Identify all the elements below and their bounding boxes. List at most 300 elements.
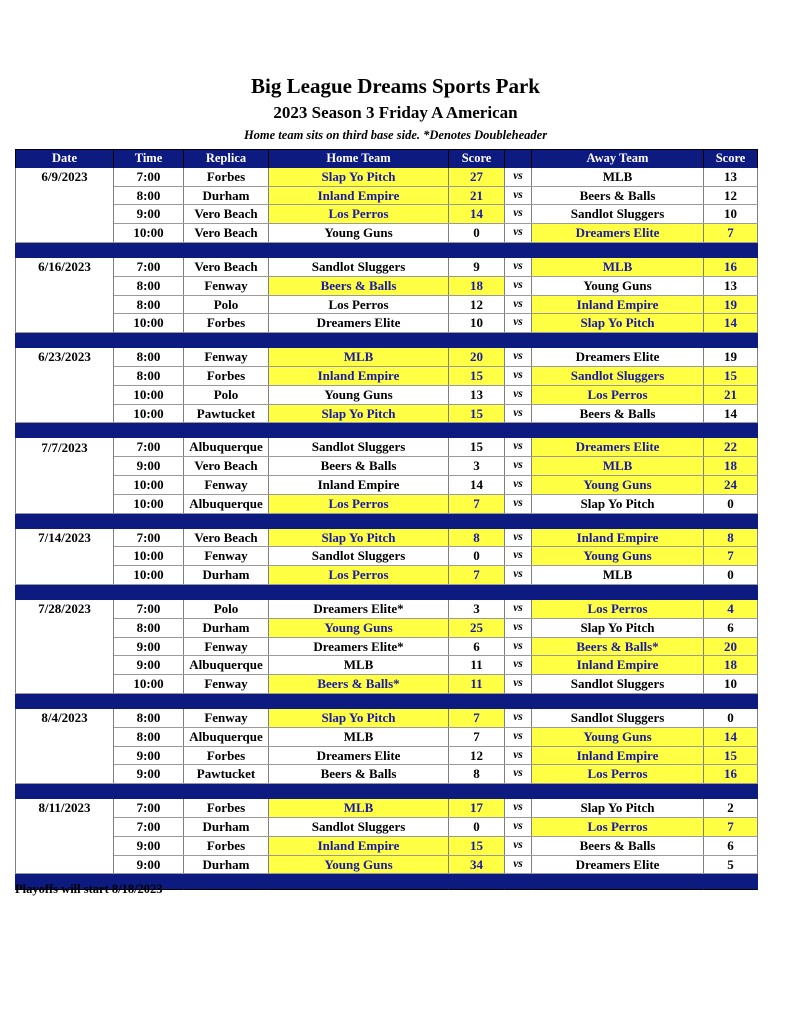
separator-cell (184, 242, 269, 258)
game-date (16, 765, 114, 784)
home-score: 34 (449, 855, 505, 874)
game-time: 7:00 (114, 258, 184, 276)
away-score: 2 (704, 799, 758, 817)
home-team: Slap Yo Pitch (269, 529, 449, 547)
game-row (16, 205, 758, 224)
game-date (16, 385, 114, 404)
away-team: Los Perros (532, 765, 704, 784)
field-replica: Vero Beach (184, 457, 269, 476)
home-team: Young Guns (269, 855, 449, 874)
game-row (16, 836, 758, 855)
away-team: Young Guns (532, 727, 704, 746)
field-replica: Polo (184, 600, 269, 618)
home-score: 3 (449, 600, 505, 618)
separator-cell (184, 513, 269, 529)
vs-label: vs (505, 385, 532, 404)
separator-cell (184, 333, 269, 349)
vs-label: vs (505, 348, 532, 366)
game-row (16, 168, 758, 186)
home-team: Sandlot Sluggers (269, 258, 449, 276)
separator-cell (114, 584, 184, 600)
away-score: 21 (704, 385, 758, 404)
home-team: Slap Yo Pitch (269, 168, 449, 186)
game-row (16, 547, 758, 566)
away-score: 22 (704, 438, 758, 456)
game-date (16, 656, 114, 675)
field-replica: Polo (184, 295, 269, 314)
away-team: Inland Empire (532, 295, 704, 314)
vs-label: vs (505, 836, 532, 855)
game-date: 7/14/2023 (16, 529, 114, 547)
playoffs-note: Playoffs will start 8/18/2023 (15, 882, 163, 896)
separator-cell (269, 693, 449, 709)
away-team: Slap Yo Pitch (532, 799, 704, 817)
home-score: 18 (449, 276, 505, 295)
vs-label: vs (505, 205, 532, 224)
home-score: 15 (449, 438, 505, 456)
home-score: 0 (449, 224, 505, 243)
game-row (16, 366, 758, 385)
home-team: Sandlot Sluggers (269, 817, 449, 836)
home-team: MLB (269, 799, 449, 817)
separator-cell (184, 784, 269, 800)
away-score: 15 (704, 366, 758, 385)
game-time: 10:00 (114, 675, 184, 694)
game-date (16, 637, 114, 656)
away-score: 14 (704, 404, 758, 423)
home-team: Los Perros (269, 295, 449, 314)
game-time: 9:00 (114, 205, 184, 224)
col-header-replica: Replica (184, 150, 269, 168)
vs-label: vs (505, 656, 532, 675)
game-row (16, 314, 758, 333)
vs-label: vs (505, 709, 532, 727)
home-score: 27 (449, 168, 505, 186)
game-date (16, 314, 114, 333)
away-team: Dreamers Elite (532, 348, 704, 366)
field-replica: Forbes (184, 746, 269, 765)
away-score: 16 (704, 765, 758, 784)
home-team: MLB (269, 348, 449, 366)
away-team: Dreamers Elite (532, 855, 704, 874)
away-score: 7 (704, 817, 758, 836)
away-team: Sandlot Sluggers (532, 675, 704, 694)
separator-cell (505, 333, 532, 349)
separator-cell (532, 423, 704, 439)
home-team: Beers & Balls (269, 765, 449, 784)
vs-label: vs (505, 799, 532, 817)
week-separator (16, 584, 758, 600)
season-subtitle: 2023 Season 3 Friday A American (273, 103, 518, 122)
home-score: 17 (449, 799, 505, 817)
away-team: MLB (532, 258, 704, 276)
away-score: 0 (704, 494, 758, 513)
away-score: 18 (704, 656, 758, 675)
col-header-away-score: Score (704, 150, 758, 168)
vs-label: vs (505, 404, 532, 423)
game-time: 10:00 (114, 547, 184, 566)
vs-label: vs (505, 314, 532, 333)
field-replica: Durham (184, 618, 269, 637)
away-team: Young Guns (532, 547, 704, 566)
away-score: 0 (704, 566, 758, 585)
away-team: MLB (532, 566, 704, 585)
game-date: 8/11/2023 (16, 799, 114, 817)
page-title: Big League Dreams Sports Park (251, 74, 540, 98)
col-header-home-team: Home Team (269, 150, 449, 168)
away-team: Dreamers Elite (532, 438, 704, 456)
game-time: 7:00 (114, 438, 184, 456)
game-time: 9:00 (114, 836, 184, 855)
home-team: Dreamers Elite (269, 746, 449, 765)
home-score: 12 (449, 295, 505, 314)
game-row (16, 709, 758, 727)
separator-cell (269, 874, 449, 890)
home-score: 7 (449, 709, 505, 727)
separator-cell (704, 423, 758, 439)
vs-label: vs (505, 547, 532, 566)
game-time: 10:00 (114, 224, 184, 243)
home-team: Dreamers Elite* (269, 637, 449, 656)
game-row (16, 799, 758, 817)
game-date (16, 855, 114, 874)
col-header-date: Date (16, 150, 114, 168)
home-team: MLB (269, 656, 449, 675)
game-date (16, 457, 114, 476)
game-time: 8:00 (114, 348, 184, 366)
home-team: Los Perros (269, 566, 449, 585)
home-score: 0 (449, 817, 505, 836)
game-row (16, 494, 758, 513)
away-score: 12 (704, 186, 758, 205)
week-separator (16, 423, 758, 439)
field-replica: Vero Beach (184, 258, 269, 276)
game-time: 7:00 (114, 168, 184, 186)
home-score: 25 (449, 618, 505, 637)
separator-cell (16, 242, 114, 258)
home-team: Beers & Balls (269, 276, 449, 295)
separator-cell (505, 584, 532, 600)
separator-cell (449, 584, 505, 600)
game-time: 7:00 (114, 799, 184, 817)
vs-label: vs (505, 475, 532, 494)
away-score: 10 (704, 205, 758, 224)
game-date: 6/16/2023 (16, 258, 114, 276)
home-score: 20 (449, 348, 505, 366)
home-team: Young Guns (269, 224, 449, 243)
separator-cell (704, 513, 758, 529)
game-date: 8/4/2023 (16, 709, 114, 727)
game-row (16, 404, 758, 423)
away-score: 16 (704, 258, 758, 276)
game-row (16, 746, 758, 765)
separator-cell (16, 423, 114, 439)
home-score: 11 (449, 675, 505, 694)
col-header-vs (505, 150, 532, 168)
game-row (16, 348, 758, 366)
separator-cell (704, 874, 758, 890)
separator-cell (16, 333, 114, 349)
away-score: 20 (704, 637, 758, 656)
home-score: 7 (449, 494, 505, 513)
game-time: 8:00 (114, 727, 184, 746)
separator-cell (449, 423, 505, 439)
vs-label: vs (505, 855, 532, 874)
vs-label: vs (505, 765, 532, 784)
home-team: Young Guns (269, 618, 449, 637)
home-score: 9 (449, 258, 505, 276)
game-time: 8:00 (114, 618, 184, 637)
schedule-note: Home team sits on third base side. *Denotes Doubleheader (243, 128, 548, 142)
game-date (16, 494, 114, 513)
separator-cell (532, 513, 704, 529)
field-replica: Vero Beach (184, 205, 269, 224)
separator-cell (532, 333, 704, 349)
home-team: Los Perros (269, 205, 449, 224)
home-team: Beers & Balls (269, 457, 449, 476)
away-team: Inland Empire (532, 529, 704, 547)
away-score: 7 (704, 547, 758, 566)
vs-label: vs (505, 276, 532, 295)
game-row (16, 438, 758, 456)
away-score: 4 (704, 600, 758, 618)
field-replica: Fenway (184, 675, 269, 694)
game-date: 6/9/2023 (16, 168, 114, 186)
home-score: 13 (449, 385, 505, 404)
separator-cell (532, 784, 704, 800)
game-date (16, 675, 114, 694)
field-replica: Polo (184, 385, 269, 404)
game-time: 9:00 (114, 746, 184, 765)
game-row (16, 675, 758, 694)
vs-label: vs (505, 295, 532, 314)
field-replica: Forbes (184, 836, 269, 855)
field-replica: Durham (184, 566, 269, 585)
home-team: Dreamers Elite (269, 314, 449, 333)
field-replica: Fenway (184, 348, 269, 366)
game-row (16, 618, 758, 637)
away-score: 6 (704, 836, 758, 855)
away-score: 18 (704, 457, 758, 476)
away-team: MLB (532, 457, 704, 476)
game-date: 7/28/2023 (16, 600, 114, 618)
away-team: Slap Yo Pitch (532, 314, 704, 333)
away-team: Beers & Balls (532, 186, 704, 205)
vs-label: vs (505, 494, 532, 513)
field-replica: Albuquerque (184, 438, 269, 456)
vs-label: vs (505, 366, 532, 385)
away-team: Young Guns (532, 276, 704, 295)
separator-cell (704, 784, 758, 800)
field-replica: Fenway (184, 709, 269, 727)
home-score: 10 (449, 314, 505, 333)
field-replica: Forbes (184, 168, 269, 186)
game-date (16, 404, 114, 423)
vs-label: vs (505, 727, 532, 746)
away-score: 5 (704, 855, 758, 874)
game-time: 8:00 (114, 276, 184, 295)
week-separator (16, 242, 758, 258)
col-header-away-team: Away Team (532, 150, 704, 168)
away-team: MLB (532, 168, 704, 186)
game-date (16, 295, 114, 314)
schedule-body (16, 168, 758, 890)
home-score: 6 (449, 637, 505, 656)
game-row (16, 566, 758, 585)
away-team: Los Perros (532, 600, 704, 618)
vs-label: vs (505, 618, 532, 637)
separator-cell (449, 513, 505, 529)
vs-label: vs (505, 186, 532, 205)
separator-cell (505, 784, 532, 800)
separator-cell (114, 513, 184, 529)
field-replica: Fenway (184, 547, 269, 566)
away-team: Slap Yo Pitch (532, 494, 704, 513)
separator-cell (532, 874, 704, 890)
vs-label: vs (505, 675, 532, 694)
separator-cell (114, 784, 184, 800)
game-row (16, 258, 758, 276)
home-score: 15 (449, 836, 505, 855)
separator-cell (449, 693, 505, 709)
field-replica: Albuquerque (184, 494, 269, 513)
separator-cell (16, 584, 114, 600)
separator-cell (184, 584, 269, 600)
separator-cell (114, 242, 184, 258)
game-row (16, 276, 758, 295)
away-team: Sandlot Sluggers (532, 205, 704, 224)
home-team: Inland Empire (269, 366, 449, 385)
game-row (16, 855, 758, 874)
field-replica: Albuquerque (184, 727, 269, 746)
separator-cell (505, 423, 532, 439)
home-score: 15 (449, 366, 505, 385)
separator-cell (16, 784, 114, 800)
away-team: Beers & Balls (532, 404, 704, 423)
game-row (16, 727, 758, 746)
home-score: 8 (449, 529, 505, 547)
game-time: 9:00 (114, 656, 184, 675)
away-score: 13 (704, 168, 758, 186)
home-score: 14 (449, 205, 505, 224)
away-score: 14 (704, 727, 758, 746)
away-score: 19 (704, 295, 758, 314)
schedule-table (15, 149, 758, 890)
home-team: Young Guns (269, 385, 449, 404)
separator-cell (704, 693, 758, 709)
away-team: Sandlot Sluggers (532, 709, 704, 727)
game-row (16, 817, 758, 836)
game-time: 7:00 (114, 817, 184, 836)
vs-label: vs (505, 600, 532, 618)
separator-cell (505, 513, 532, 529)
separator-cell (269, 513, 449, 529)
game-row (16, 295, 758, 314)
separator-cell (704, 242, 758, 258)
away-team: Beers & Balls (532, 836, 704, 855)
away-score: 10 (704, 675, 758, 694)
separator-cell (269, 333, 449, 349)
separator-cell (114, 693, 184, 709)
home-score: 11 (449, 656, 505, 675)
game-time: 8:00 (114, 366, 184, 385)
game-row (16, 637, 758, 656)
game-row (16, 475, 758, 494)
away-score: 13 (704, 276, 758, 295)
home-team: Beers & Balls* (269, 675, 449, 694)
home-score: 21 (449, 186, 505, 205)
game-row (16, 186, 758, 205)
week-separator (16, 693, 758, 709)
week-separator (16, 333, 758, 349)
vs-label: vs (505, 457, 532, 476)
separator-cell (505, 874, 532, 890)
game-time: 10:00 (114, 566, 184, 585)
field-replica: Forbes (184, 366, 269, 385)
col-header-home-score: Score (449, 150, 505, 168)
game-time: 10:00 (114, 494, 184, 513)
field-replica: Vero Beach (184, 529, 269, 547)
field-replica: Pawtucket (184, 404, 269, 423)
separator-cell (449, 333, 505, 349)
week-separator (16, 513, 758, 529)
away-team: Inland Empire (532, 746, 704, 765)
separator-cell (16, 693, 114, 709)
away-score: 19 (704, 348, 758, 366)
home-team: Inland Empire (269, 186, 449, 205)
vs-label: vs (505, 529, 532, 547)
game-row (16, 600, 758, 618)
game-date (16, 618, 114, 637)
away-score: 7 (704, 224, 758, 243)
separator-cell (532, 584, 704, 600)
field-replica: Fenway (184, 637, 269, 656)
vs-label: vs (505, 817, 532, 836)
home-team: Dreamers Elite* (269, 600, 449, 618)
separator-cell (269, 423, 449, 439)
game-time: 8:00 (114, 186, 184, 205)
separator-cell (505, 693, 532, 709)
game-row (16, 529, 758, 547)
game-time: 10:00 (114, 404, 184, 423)
home-score: 15 (449, 404, 505, 423)
away-team: Inland Empire (532, 656, 704, 675)
separator-cell (532, 242, 704, 258)
game-date (16, 205, 114, 224)
separator-cell (269, 784, 449, 800)
game-date: 6/23/2023 (16, 348, 114, 366)
home-score: 14 (449, 475, 505, 494)
field-replica: Durham (184, 855, 269, 874)
game-row (16, 457, 758, 476)
game-row (16, 385, 758, 404)
game-date (16, 727, 114, 746)
home-score: 0 (449, 547, 505, 566)
separator-cell (505, 242, 532, 258)
separator-cell (269, 242, 449, 258)
game-row (16, 656, 758, 675)
home-team: MLB (269, 727, 449, 746)
game-date (16, 366, 114, 385)
game-time: 7:00 (114, 529, 184, 547)
game-time: 9:00 (114, 637, 184, 656)
field-replica: Durham (184, 817, 269, 836)
away-score: 6 (704, 618, 758, 637)
field-replica: Vero Beach (184, 224, 269, 243)
vs-label: vs (505, 258, 532, 276)
game-row (16, 765, 758, 784)
separator-cell (114, 423, 184, 439)
